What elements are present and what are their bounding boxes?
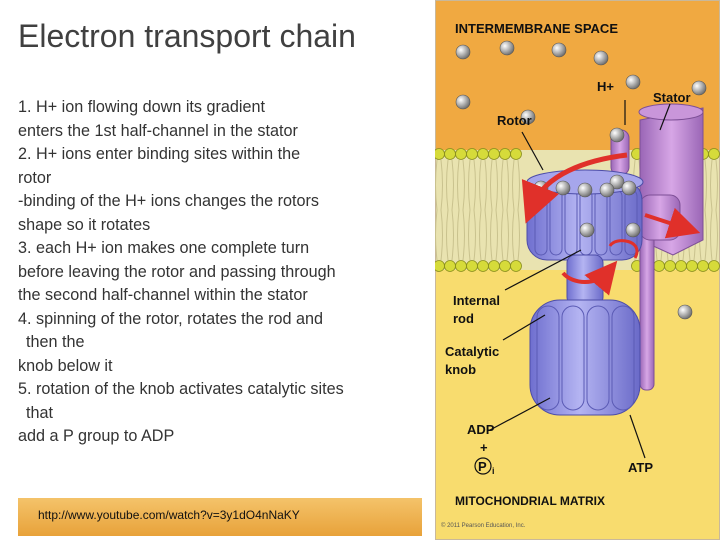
proton-icon	[580, 223, 594, 237]
lipid-head	[500, 149, 511, 160]
step-line: rotor	[18, 168, 52, 187]
lipid-head	[478, 149, 489, 160]
step-line: 1. H+ ion flowing down its gradient	[18, 98, 266, 116]
proton-icon	[556, 181, 570, 195]
atp-synthase-figure	[435, 0, 720, 540]
step-line: knob below it	[18, 356, 113, 375]
adp-plus: +	[480, 440, 488, 455]
matrix-label: MITOCHONDRIAL MATRIX	[455, 494, 605, 508]
phosphate-label: P	[478, 459, 487, 474]
lipid-head	[445, 149, 456, 160]
proton-icon	[626, 75, 640, 89]
step-line: 5. rotation of the knob activates catalytic sites	[18, 380, 344, 398]
lipid-head	[654, 261, 665, 272]
copyright-text: © 2011 Pearson Education, Inc.	[441, 523, 526, 529]
step-line: before leaving the rotor and passing through	[18, 262, 336, 281]
h-plus-label: H+	[597, 79, 614, 94]
step-line: 3. each H+ ion makes one complete turn	[18, 239, 310, 257]
steps-list	[18, 96, 398, 449]
proton-icon	[594, 51, 608, 65]
step-line: -binding of the H+ ions changes the rotors	[18, 192, 320, 210]
proton-icon	[578, 183, 592, 197]
lipid-head	[500, 261, 511, 272]
atp-label: ATP	[628, 460, 654, 475]
proton-icon	[552, 43, 566, 57]
step-line: the second half-channel within the stator	[18, 286, 308, 304]
proton-icon	[500, 41, 514, 55]
lipid-head	[456, 261, 467, 272]
lipid-head	[489, 261, 500, 272]
catalytic-knob-label: knob	[445, 362, 477, 377]
proton-icon	[456, 95, 470, 109]
proton-icon	[622, 181, 636, 195]
step-line: add a P group to ADP	[18, 427, 175, 445]
adp-label: ADP	[467, 422, 495, 437]
lipid-head	[698, 261, 709, 272]
lipid-head	[687, 261, 698, 272]
step-line: enters the 1st half-channel in the stator	[18, 121, 298, 140]
internal-rod-label: rod	[453, 311, 474, 326]
step-line: 2. H+ ions enter binding sites within the	[18, 145, 301, 163]
phosphate-subscript: i	[492, 466, 495, 476]
proton-icon	[456, 45, 470, 59]
step-line: that	[26, 403, 54, 422]
proton-icon	[678, 305, 692, 319]
lipid-head	[709, 149, 720, 160]
step-line: then the	[26, 333, 85, 351]
step-line: shape so it rotates	[18, 215, 151, 234]
lipid-head	[467, 149, 478, 160]
lipid-head	[467, 261, 478, 272]
internal-rod-label: Internal	[453, 293, 500, 308]
lipid-head	[489, 149, 500, 160]
lipid-head	[456, 149, 467, 160]
video-link[interactable]: http://www.youtube.com/watch?v=3y1dO4nNaKY	[38, 508, 300, 522]
lipid-head	[665, 261, 676, 272]
proton-icon	[610, 128, 624, 142]
lipid-head	[511, 261, 522, 272]
lipid-head	[445, 261, 456, 272]
slide-title: Electron transport chain	[18, 18, 356, 54]
rotor-label: Rotor	[497, 113, 532, 128]
step-line: 4. spinning of the rotor, rotates the rod and	[18, 309, 324, 328]
lipid-head	[435, 261, 445, 272]
proton-icon	[600, 183, 614, 197]
lipid-head	[676, 261, 687, 272]
catalytic-knob	[530, 300, 640, 415]
stator-label: Stator	[653, 90, 691, 105]
catalytic-knob-label: Catalytic	[445, 344, 500, 359]
proton-icon	[692, 81, 706, 95]
proton-icon	[626, 223, 640, 237]
lipid-head	[709, 261, 720, 272]
lipid-head	[511, 149, 522, 160]
lipid-head	[435, 149, 445, 160]
video-link-bar	[18, 498, 422, 536]
lipid-head	[478, 261, 489, 272]
intermembrane-label: INTERMEMBRANE SPACE	[455, 21, 618, 36]
